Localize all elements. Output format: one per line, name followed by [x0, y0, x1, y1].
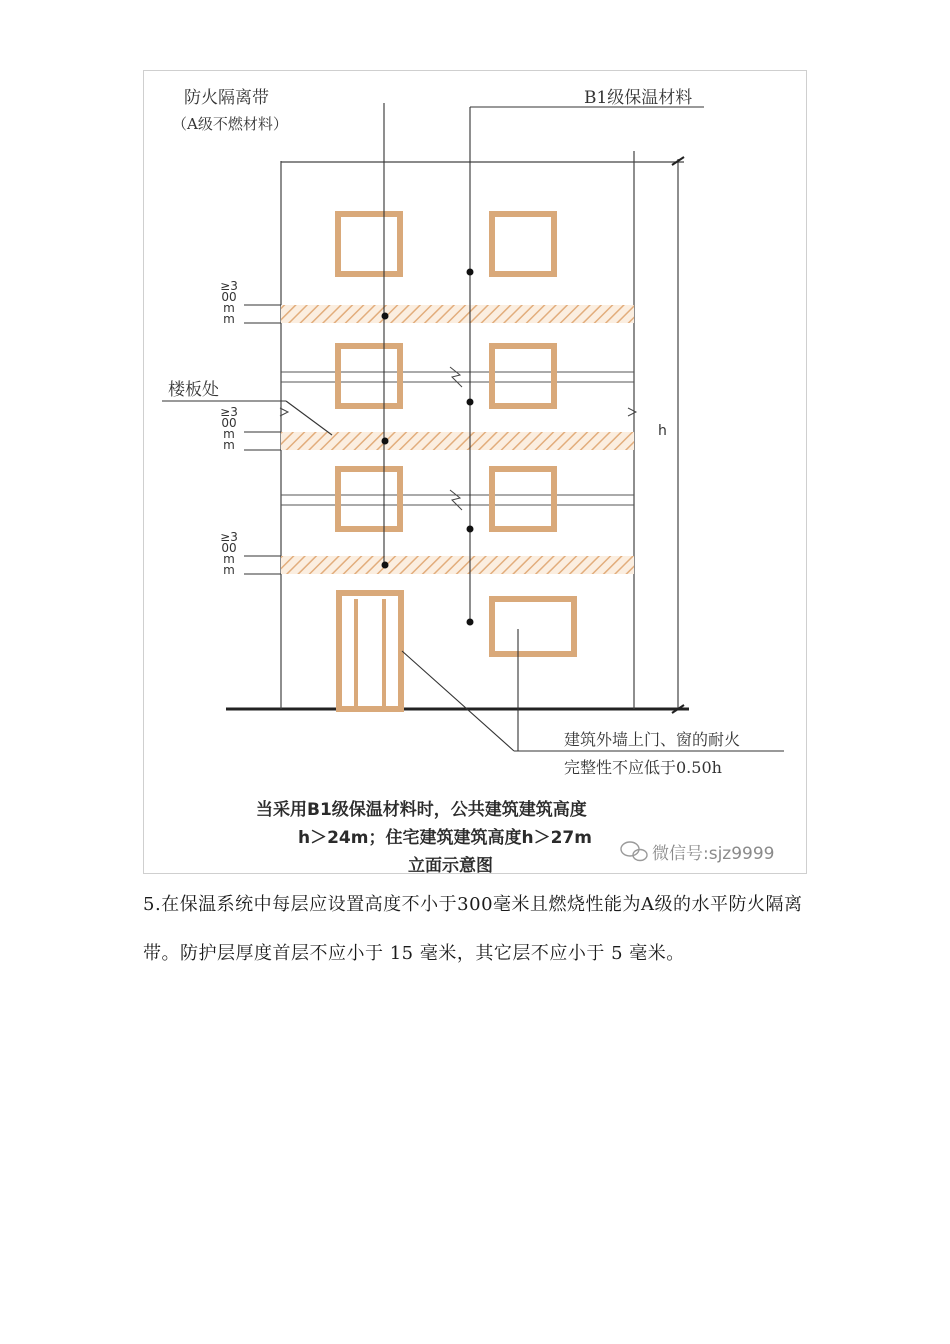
- label-height: h: [658, 423, 667, 439]
- entrance-door: [339, 593, 401, 709]
- body-paragraph: 5.在保温系统中每层应设置高度不小于300毫米且燃烧性能为A级的水平防火隔离带。防护层厚度首层不应小于 15 毫米，其它层不应小于 5 毫米。: [143, 894, 803, 964]
- label-doors-windows-line1: 建筑外墙上门、窗的耐火: [564, 730, 741, 749]
- leader-floor-slab-diag: [286, 401, 332, 435]
- window-f3-left: [338, 346, 400, 406]
- dot-b1-2: [467, 399, 474, 406]
- window-f4-left: [338, 214, 400, 274]
- dot-b1-3: [467, 526, 474, 533]
- watermark-text: 微信号:sjz9999: [652, 844, 775, 864]
- label-firebreak-material: （A级不燃材料）: [172, 115, 288, 133]
- break-mark-4: [628, 408, 636, 416]
- caption-line1: 当采用B1级保温材料时，公共建筑建筑高度: [256, 800, 587, 820]
- window-f2-left: [338, 469, 400, 529]
- dim-label-2: ≥300mm: [220, 405, 238, 452]
- dot-b1-1: [467, 269, 474, 276]
- label-doors-windows-line2: 完整性不应低于0.50h: [564, 758, 722, 777]
- wechat-icon: [621, 842, 647, 861]
- dot-fb-1: [382, 313, 389, 320]
- dim-label-1: ≥300mm: [220, 279, 238, 326]
- window-f2-right: [492, 469, 554, 529]
- break-mark-1: [450, 367, 462, 387]
- firebreak-band-2: [281, 432, 634, 450]
- window-f4-right: [492, 214, 554, 274]
- dim-label-3: ≥300mm: [220, 530, 238, 577]
- dot-b1-4: [467, 619, 474, 626]
- leader-door: [402, 651, 514, 751]
- caption-line3: 立面示意图: [408, 856, 493, 876]
- window-f3-right: [492, 346, 554, 406]
- dot-fb-2: [382, 438, 389, 445]
- label-floor-slab: 楼板处: [168, 380, 219, 400]
- elevation-diagram: [143, 70, 807, 874]
- firebreak-band-3: [281, 556, 634, 574]
- firebreak-band-1: [281, 305, 634, 323]
- label-b1-material: B1级保温材料: [584, 88, 693, 108]
- break-mark-2: [450, 490, 462, 510]
- window-f1-right: [492, 599, 574, 654]
- label-firebreak: 防火隔离带: [184, 88, 269, 108]
- dot-fb-3: [382, 562, 389, 569]
- caption-line2: h＞24m；住宅建筑建筑高度h＞27m: [298, 828, 592, 848]
